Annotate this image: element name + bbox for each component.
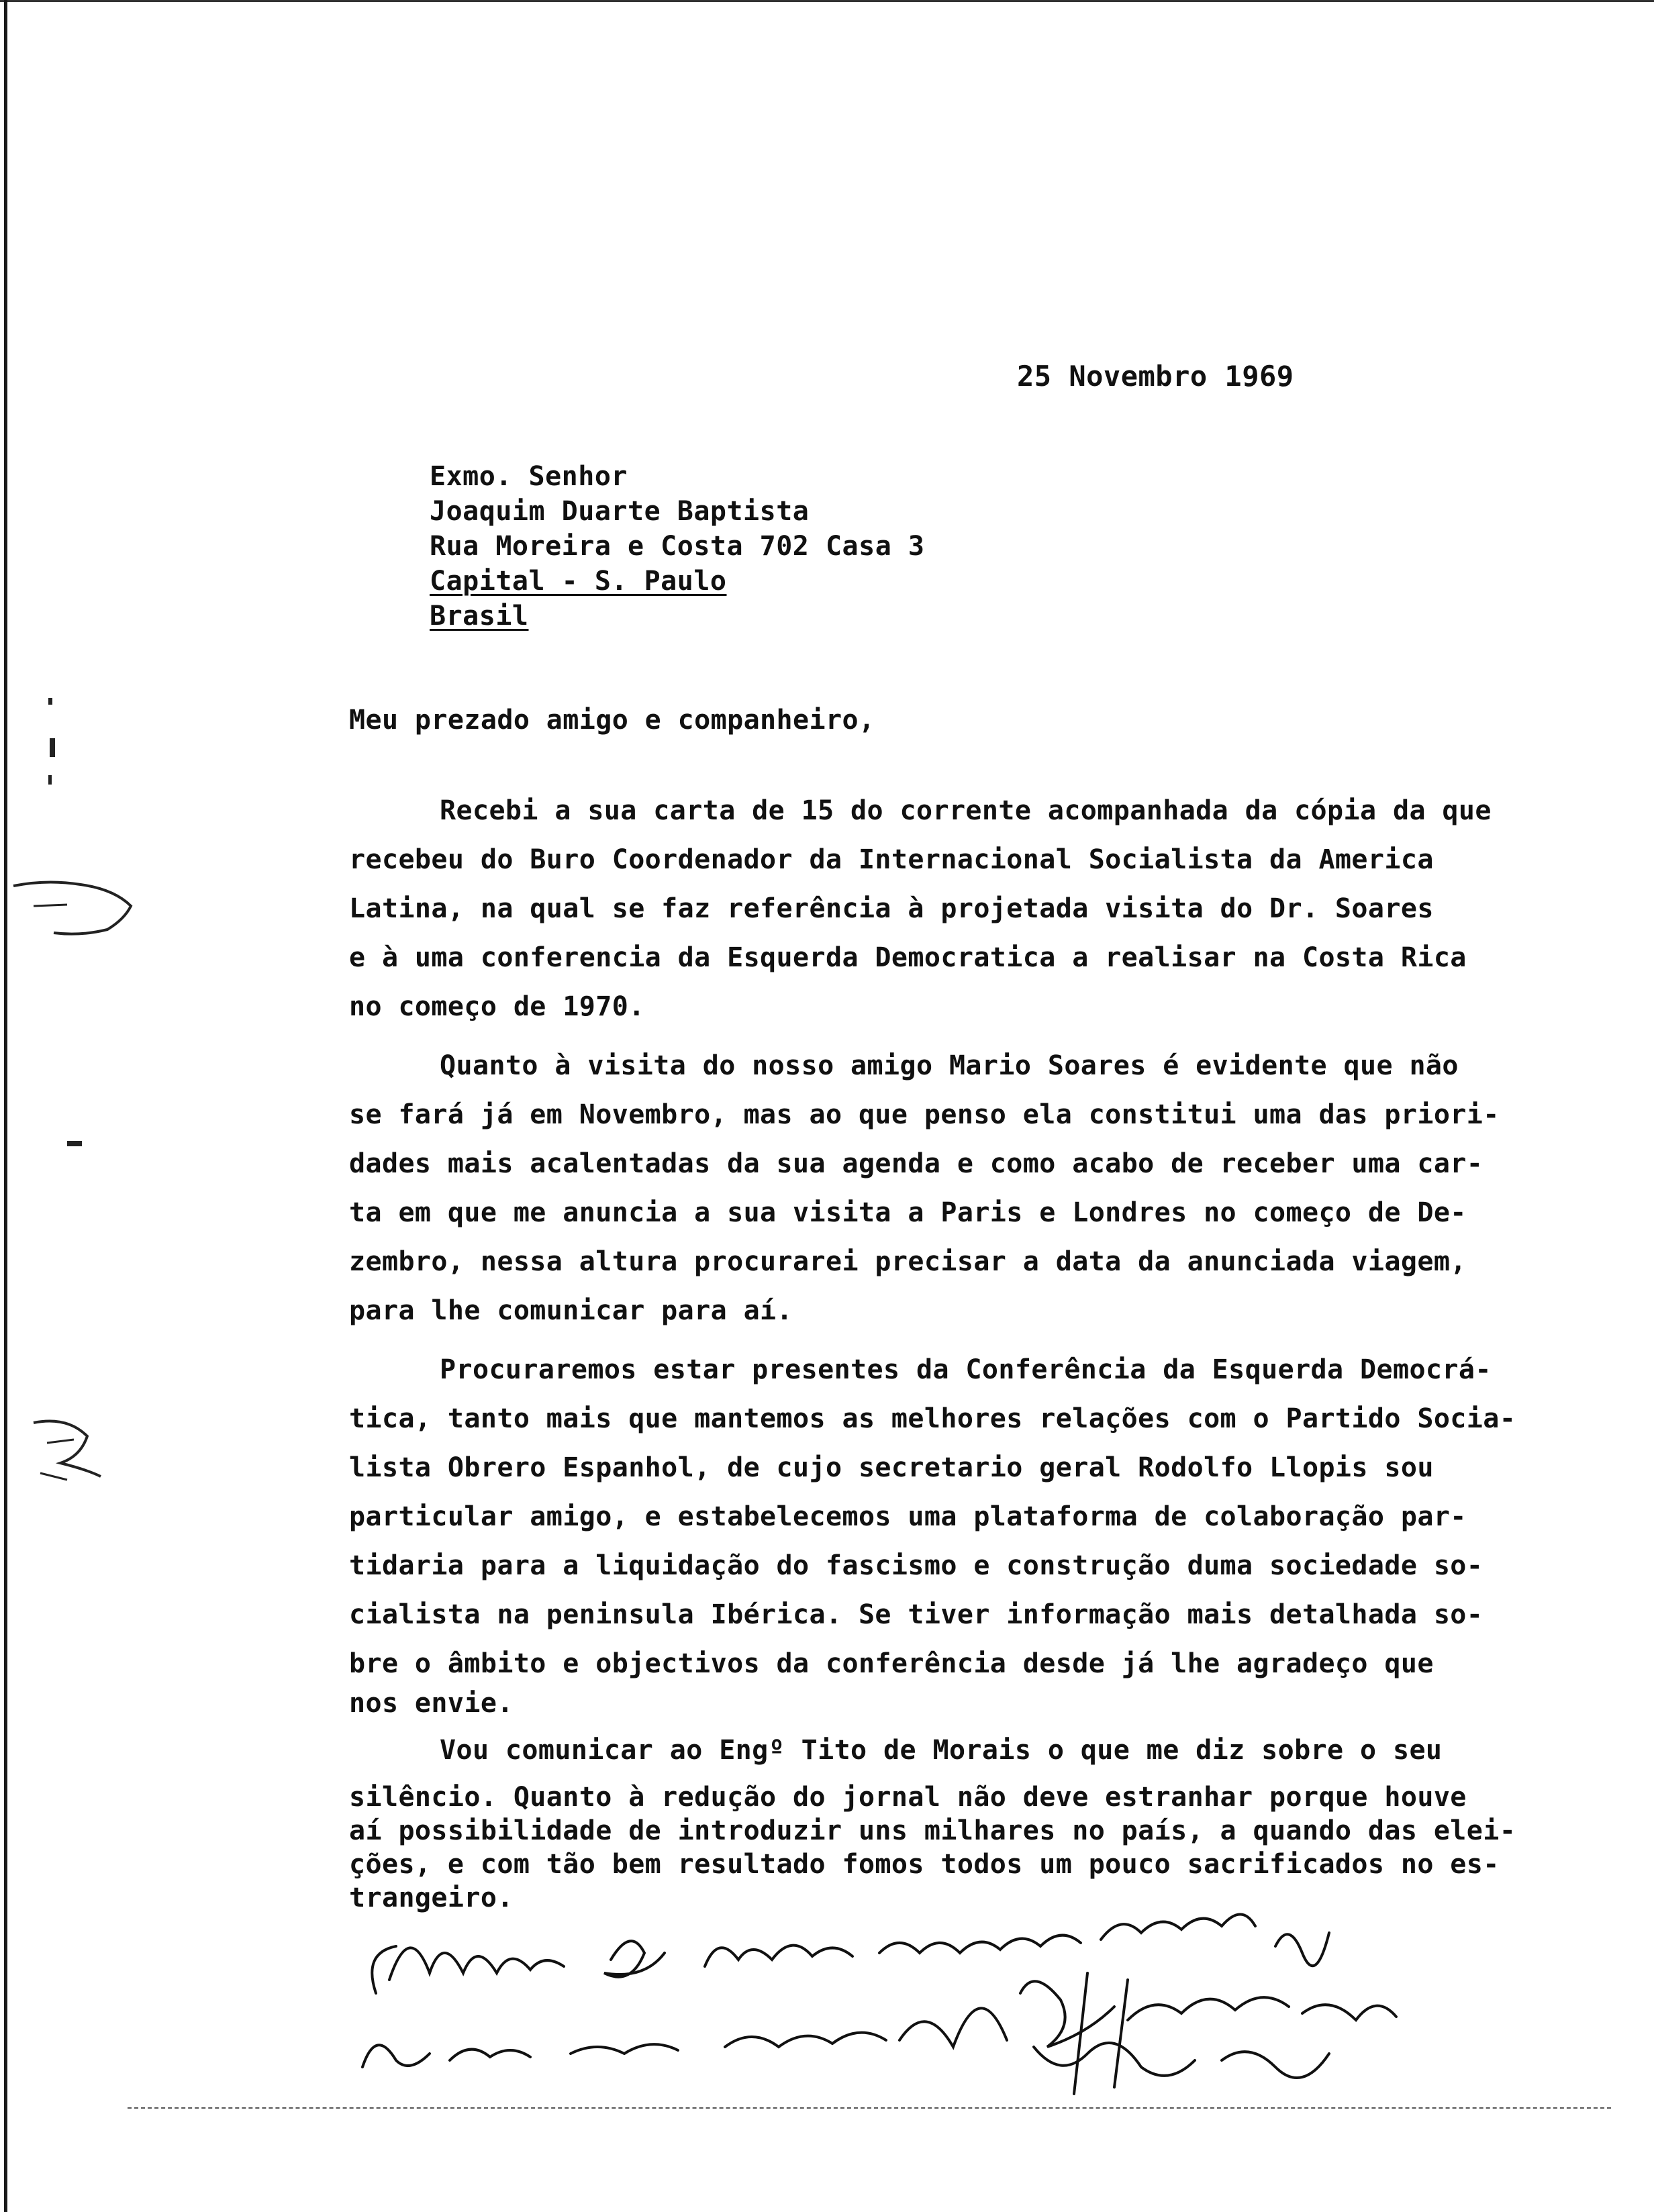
letter-date: 25 Novembro 1969 [1017, 360, 1294, 393]
body-line: Latina, na qual se faz referência à projetada visita do Dr. Soares [349, 893, 1434, 924]
body-line: trangeiro. [349, 1882, 514, 1913]
scan-artifact [48, 698, 52, 705]
body-line: tidaria para a liquidação do fascismo e construção duma sociedade so- [349, 1550, 1483, 1581]
handwritten-signature [349, 1893, 1611, 2107]
body-line: Vou comunicar ao Engº Tito de Morais o que me diz sobre o seu [440, 1735, 1443, 1766]
scan-artifact [67, 1141, 82, 1146]
body-line: lista Obrero Espanhol, de cujo secretario geral Rodolfo Llopis sou [349, 1452, 1434, 1483]
body-line: Procuraremos estar presentes da Conferência da Esquerda Democrá- [440, 1354, 1492, 1385]
body-line: silêncio. Quanto à redução do jornal não deve estranhar porque houve [349, 1782, 1467, 1813]
recipient-street: Rua Moreira e Costa 702 Casa 3 [430, 531, 925, 562]
recipient-city: Capital - S. Paulo [430, 566, 727, 597]
body-line: no começo de 1970. [349, 991, 645, 1022]
recipient-name: Joaquim Duarte Baptista [430, 496, 810, 527]
scan-artifact [48, 775, 52, 785]
page-left-edge [4, 0, 7, 2212]
body-line: se fará já em Novembro, mas ao que penso ela constitui uma das priori- [349, 1099, 1500, 1130]
body-line: ta em que me anuncia a sua visita a Paris e Londres no começo de De- [349, 1197, 1467, 1228]
body-line: particular amigo, e estabelecemos uma plataforma de colaboração par- [349, 1501, 1467, 1532]
body-line: para lhe comunicar para aí. [349, 1295, 793, 1326]
page-bottom-rule [128, 2107, 1611, 2110]
scan-artifact [50, 738, 55, 757]
scan-artifact-mark [7, 866, 141, 946]
body-line: tica, tanto mais que mantemos as melhores relações com o Partido Socia- [349, 1403, 1516, 1434]
page-top-edge [0, 0, 1654, 2]
body-line: nos envie. [349, 1688, 514, 1719]
body-line: Recebi a sua carta de 15 do corrente acompanhada da cópia da que [440, 795, 1492, 826]
body-line: aí possibilidade de introduzir uns milhares no país, a quando das elei- [349, 1815, 1516, 1846]
body-line: dades mais acalentadas da sua agenda e como acabo de receber uma car- [349, 1148, 1483, 1179]
body-line: e à uma conferencia da Esquerda Democratica a realisar na Costa Rica [349, 942, 1467, 973]
recipient-title: Exmo. Senhor [430, 461, 628, 492]
recipient-country: Brasil [430, 601, 529, 632]
body-line: bre o âmbito e objectivos da conferência desde já lhe agradeço que [349, 1648, 1434, 1679]
body-line: zembro, nessa altura procurarei precisar a data da anunciada viagem, [349, 1246, 1467, 1277]
body-line: recebeu do Buro Coordenador da Internacional Socialista da America [349, 844, 1434, 875]
letter-greeting: Meu prezado amigo e companheiro, [349, 705, 875, 736]
body-line: Quanto à visita do nosso amigo Mario Soares é evidente que não [440, 1050, 1459, 1081]
body-line: ções, e com tão bem resultado fomos todos um pouco sacrificados no es- [349, 1849, 1500, 1880]
body-line: cialista na peninsula Ibérica. Se tiver informação mais detalhada so- [349, 1599, 1483, 1630]
scan-artifact-mark [13, 1409, 121, 1490]
